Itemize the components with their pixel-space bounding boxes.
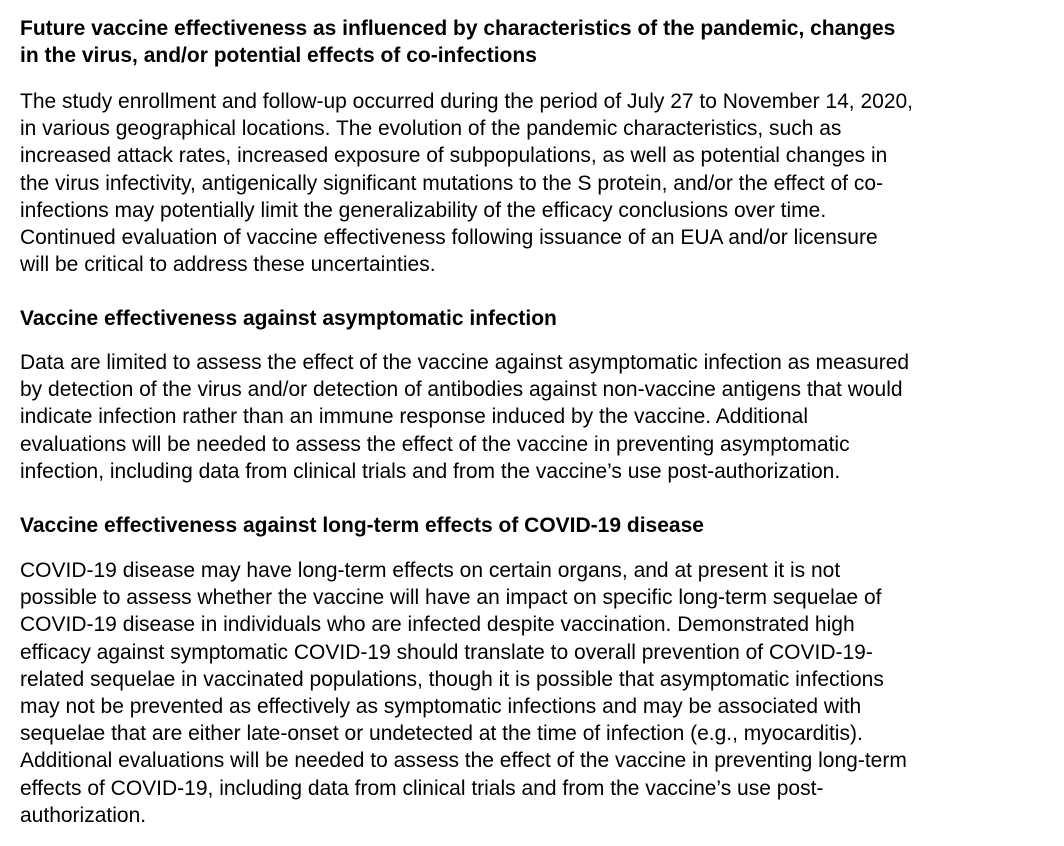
body-line: effects of COVID-19, including data from clinical trials and from the vaccine’s use post- — [20, 776, 824, 800]
body-line: authorization. — [20, 803, 147, 827]
body-line: may not be prevented as effectively as symptomatic infections and may be associated with — [20, 695, 862, 719]
body-line: sequelae that are either late-onset or undetected at the time of infection (e.g., myocarditis). — [20, 722, 863, 746]
body-line: The study enrollment and follow-up occurred during the period of July 27 to November 14, 2020, — [20, 90, 914, 113]
body-line: Data are limited to assess the effect of the vaccine against asymptomatic infection as measured — [20, 351, 910, 374]
body-line: Additional evaluations will be needed to assess the effect of the vaccine in preventing long-term — [20, 749, 907, 773]
body-line: possible to assess whether the vaccine will have an impact on specific long-term sequelae of — [20, 586, 882, 610]
body-line: efficacy against symptomatic COVID-19 should translate to overall prevention of COVID-19- — [20, 640, 873, 664]
body-line: infection, including data from clinical trials and from the vaccine’s use post-authorization. — [20, 459, 841, 483]
body-line: infections may potentially limit the generalizability of the efficacy conclusions over time. — [20, 198, 827, 222]
heading-line: in the virus, and/or potential effects of co-infections — [20, 44, 537, 67]
body-line: COVID-19 disease in individuals who are infected despite vaccination. Demonstrated high — [20, 613, 855, 637]
section-heading-asymptomatic-infection — [20, 305, 557, 332]
body-line: related sequelae in vaccinated populations, though it is possible that asymptomatic infections — [20, 667, 884, 691]
heading-line: Vaccine effectiveness against long-term effects of COVID-19 disease — [20, 514, 704, 537]
section-body-future-effectiveness — [20, 88, 913, 278]
body-line: evaluations will be needed to assess the effect of the vaccine in preventing asymptomatic — [20, 432, 850, 456]
body-line: will be critical to address these uncertainties. — [20, 253, 436, 277]
section-body-long-term-effects — [20, 557, 907, 829]
body-line: in various geographical locations. The evolution of the pandemic characteristics, such as — [20, 117, 842, 141]
body-line: increased attack rates, increased exposure of subpopulations, as well as potential changes in — [20, 144, 888, 168]
heading-line: Vaccine effectiveness against asymptomatic infection — [20, 307, 557, 330]
section-body-asymptomatic-infection — [20, 349, 909, 485]
body-line: Continued evaluation of vaccine effectiveness following issuance of an EUA and/or licensure — [20, 226, 878, 250]
body-line: COVID-19 disease may have long-term effects on certain organs, and at present it is not — [20, 559, 841, 582]
section-heading-long-term-effects — [20, 512, 704, 539]
heading-line: Future vaccine effectiveness as influenced by characteristics of the pandemic, changes — [20, 17, 896, 40]
body-line: by detection of the virus and/or detection of antibodies against non-vaccine antigens that would — [20, 378, 903, 402]
section-heading-future-effectiveness — [20, 15, 895, 69]
body-line: indicate infection rather than an immune response induced by the vaccine. Additional — [20, 405, 808, 429]
body-line: the virus infectivity, antigenically significant mutations to the S protein, and/or the effect of co- — [20, 171, 884, 195]
